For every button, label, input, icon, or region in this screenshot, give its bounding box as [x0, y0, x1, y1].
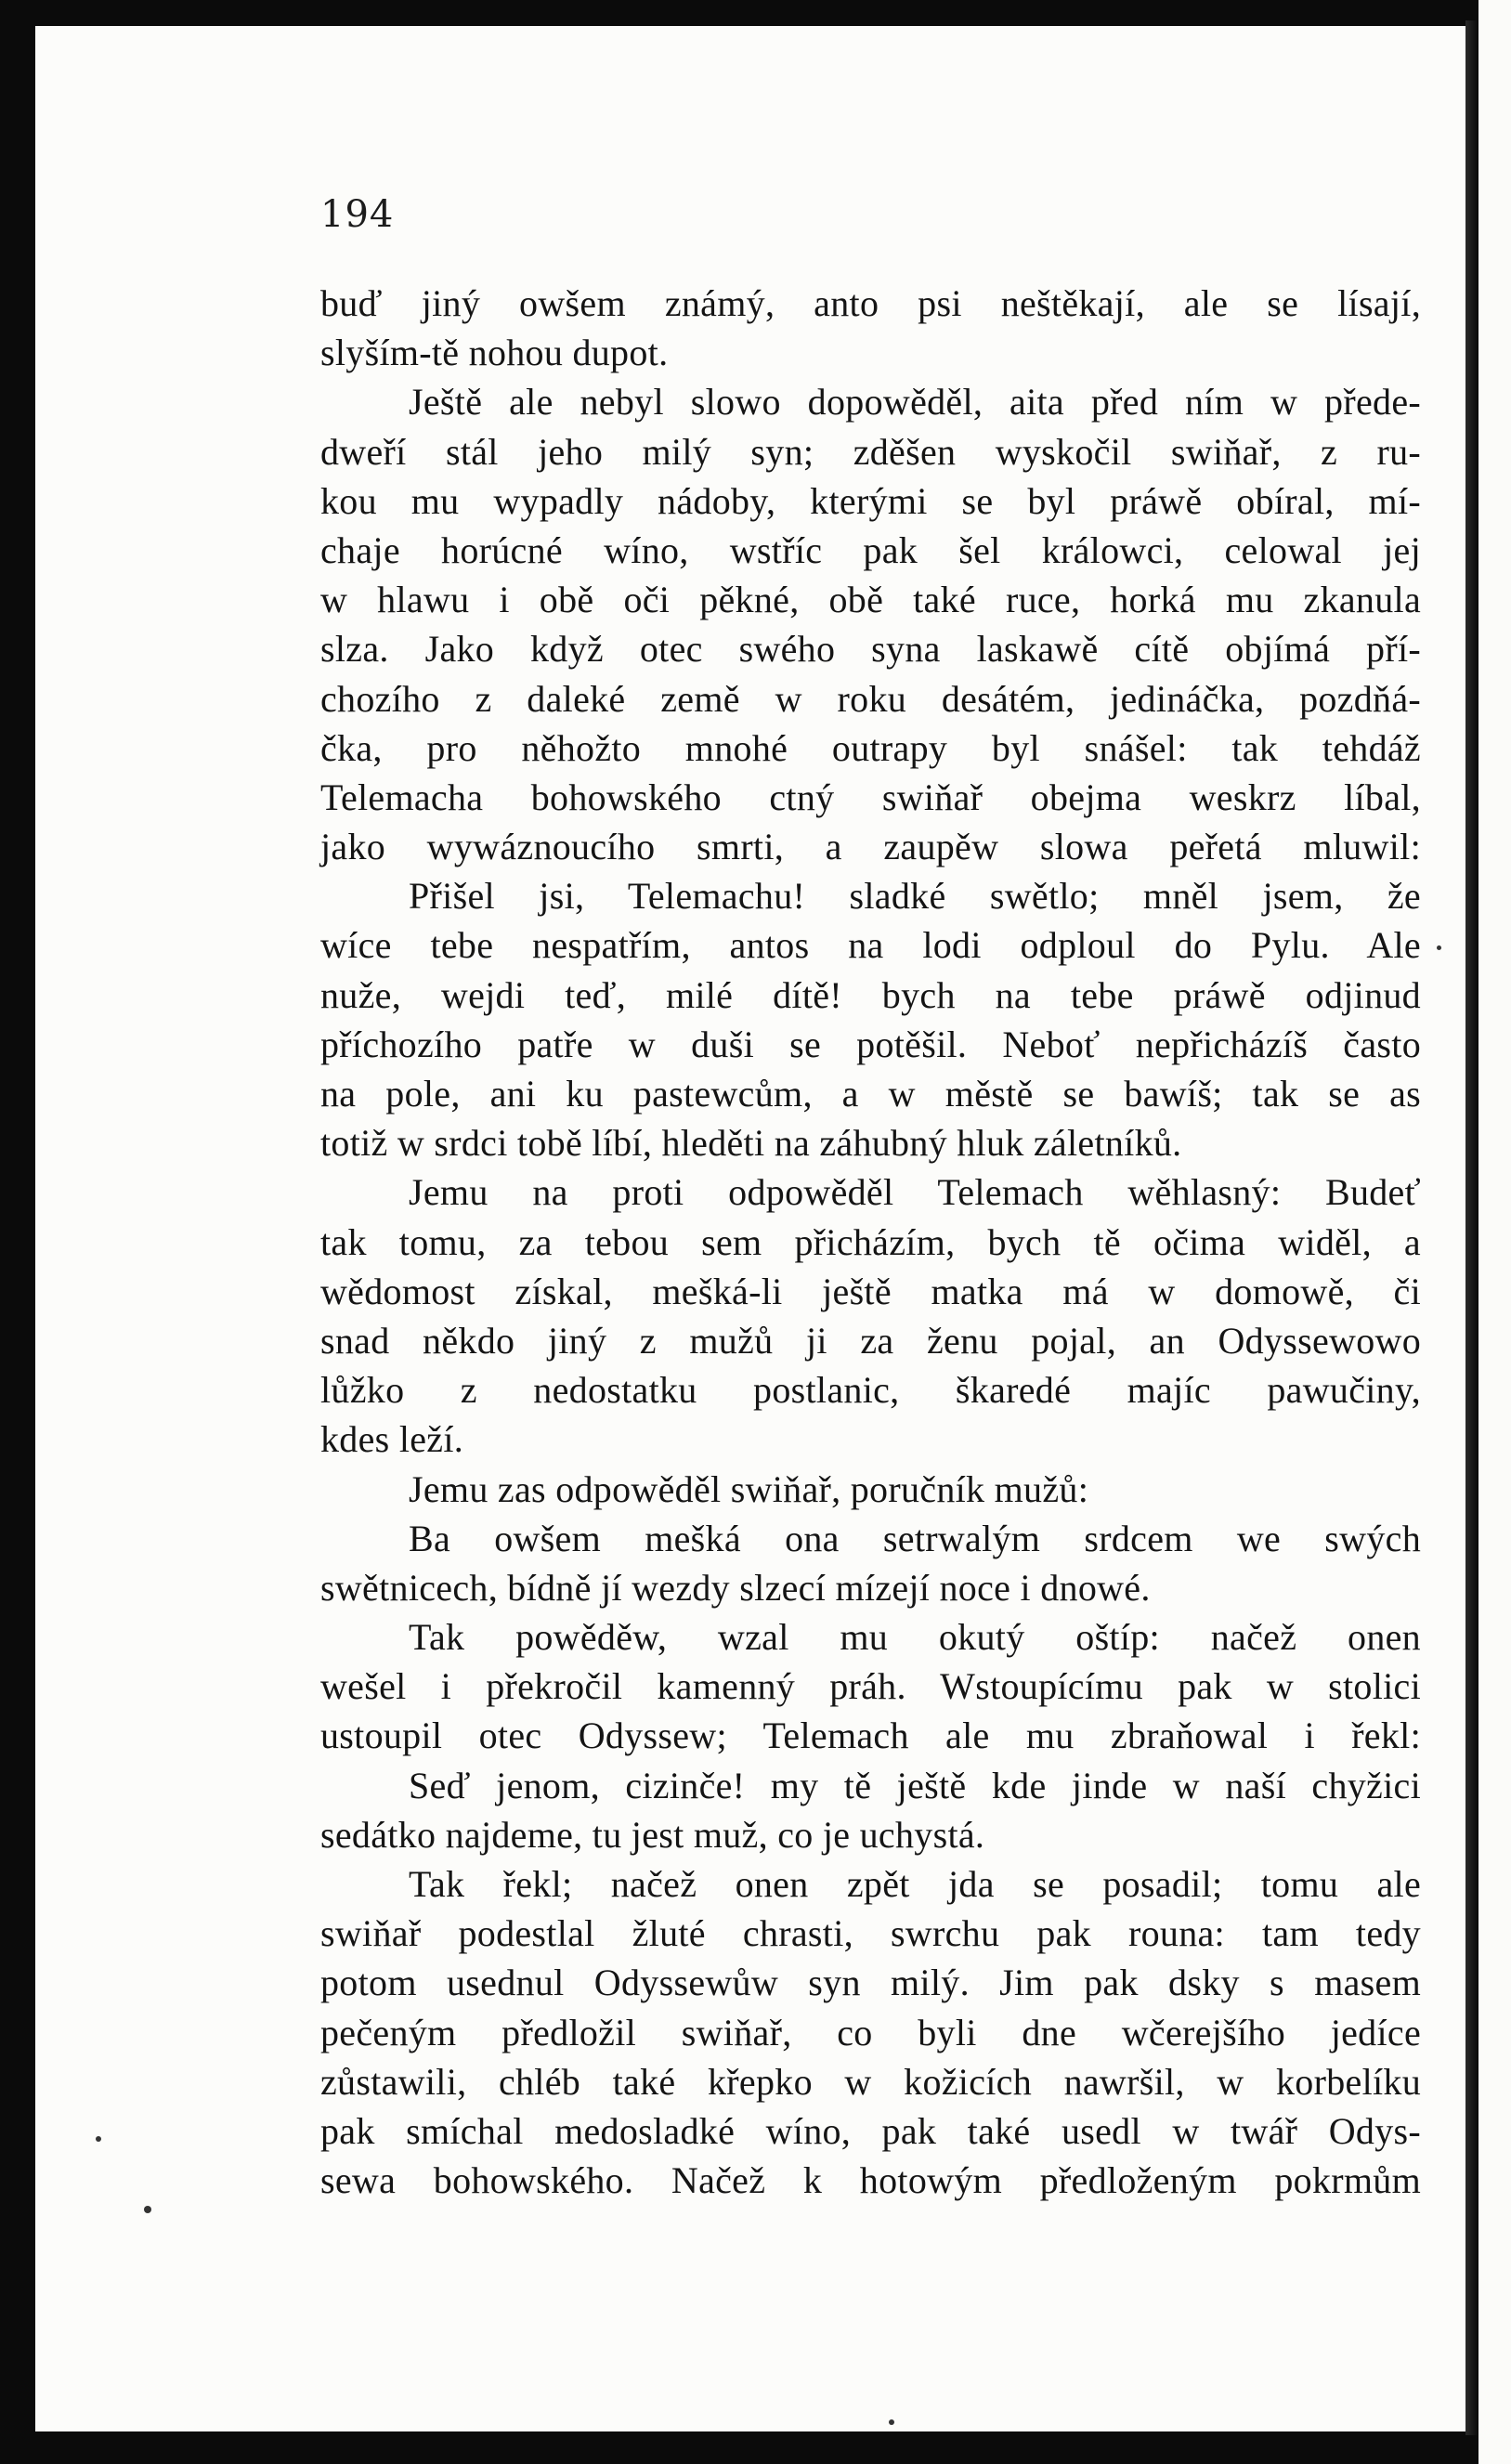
text-line: chozího z daleké země w roku desátém, jedináčka, pozdňá- — [320, 677, 1421, 720]
text-line: Jemu zas odpowěděl swiňař, poručník mužů: — [409, 1467, 1089, 1510]
text-line: jako wywáznoucího smrti, a zaupěw slowa peřetá mluwil: — [320, 826, 1421, 868]
scan-speck — [144, 2206, 151, 2213]
text-line: ustoupil otec Odyssew; Telemach ale mu zbraňowal i řekl: — [320, 1714, 1421, 1757]
text-line: buď jiný owšem známý, anto psi neštěkají, ale se lísají, — [320, 282, 1421, 324]
page-number: 194 — [320, 193, 395, 236]
text-line: chaje horúcné wíno, wstříc pak šel králowci, celowal jej — [320, 528, 1421, 571]
text-line: sewa bohowského. Načež k hotowým předloženým pokrmům — [320, 2159, 1421, 2202]
text-line: Seď jenom, cizinče! my tě ještě kde jinde w naší chyžici — [409, 1764, 1421, 1806]
text-line: sedátko najdeme, tu jest muž, co je uchystá. — [320, 1813, 985, 1856]
text-line: Jemu na proti odpowěděl Telemach wěhlasný: Budeť — [409, 1171, 1421, 1214]
text-line: pečeným předložil swiňař, co byli dne wčerejšího jedíce — [320, 2011, 1421, 2053]
text-line: swětnicech, bídně jí wezdy slzecí mízejí noce i dnowé. — [320, 1566, 1151, 1609]
text-line: snad někdo jiný z mužů ji za ženu pojal, an Odyssewowo — [320, 1319, 1421, 1362]
text-line: příchozího patře w duši se potěšil. Neboť nepřicházíš často — [320, 1023, 1421, 1065]
text-line: nuže, wejdi teď, milé dítě! bych na tebe práwě odjinud — [320, 973, 1421, 1016]
page-margin-strip — [1478, 0, 1511, 2464]
text-line: w hlawu i obě oči pěkné, obě také ruce, horká mu zkanula — [320, 579, 1421, 621]
text-line: kdes leží. — [320, 1418, 464, 1461]
text-line: potom usednul Odyssewůw syn milý. Jim pak dsky s masem — [320, 1962, 1421, 2004]
text-line: Tak powěděw, wzal mu okutý oštíp: načež onen — [409, 1616, 1421, 1659]
text-line: wíce tebe nespatřím, antos na lodi odploul do Pylu. Ale — [320, 924, 1421, 967]
text-line: wešel i překročil kamenný práh. Wstoupícímu pak w stolici — [320, 1665, 1421, 1708]
scan-speck — [1437, 945, 1441, 950]
text-line: Ba owšem mešká ona setrwalým srdcem we swých — [409, 1517, 1421, 1559]
text-line: kou mu wypadly nádoby, kterými se byl práwě obíral, mí- — [320, 479, 1421, 522]
text-line: slza. Jako když otec swého syna laskawě cítě objímá pří- — [320, 628, 1421, 671]
text-line: na pole, ani ku pastewcům, a w městě se bawíš; tak se as — [320, 1073, 1421, 1115]
text-line: lůžko z nedostatku postlanic, škaredé majíc pawučiny, — [320, 1369, 1421, 1412]
text-line: wědomost získal, mešká-li ještě matka má w domowě, či — [320, 1270, 1421, 1312]
scan-speck — [889, 2419, 894, 2425]
text-line: swiňař podestlal žluté chrasti, swrchu pak rouna: tam tedy — [320, 1912, 1421, 1955]
page-edge-shadow — [1465, 20, 1478, 2435]
text-line: Ještě ale nebyl slowo dopowěděl, aita před ním w přede- — [409, 381, 1421, 424]
text-line: Tak řekl; načež onen zpět jda se posadil; tomu ale — [409, 1863, 1421, 1905]
text-line: totiž w srdci tobě líbí, hleděti na záhubný hluk záletníků. — [320, 1122, 1182, 1165]
text-line: tak tomu, za tebou sem přicházím, bych tě očima widěl, a — [320, 1220, 1421, 1263]
text-line: Přišel jsi, Telemachu! sladké swětlo; mněl jsem, že — [409, 875, 1421, 918]
text-line: Telemacha bohowského ctný swiňař obejma weskrz líbal, — [320, 776, 1421, 818]
text-line: čka, pro něhožto mnohé outrapy byl snášel: tak tehdáž — [320, 726, 1421, 769]
text-line: dweří stál jeho milý syn; zděšen wyskočil swiňař, z ru- — [320, 430, 1421, 473]
text-line: zůstawili, chléb také křepko w kožicích nawršil, w korbelíku — [320, 2060, 1421, 2103]
scan-speck — [96, 2136, 101, 2142]
text-line: pak smíchal medosladké wíno, pak také usedl w twář Odys- — [320, 2109, 1421, 2152]
body-text — [320, 279, 1421, 2205]
text-line: slyším-tě nohou dupot. — [320, 332, 669, 374]
